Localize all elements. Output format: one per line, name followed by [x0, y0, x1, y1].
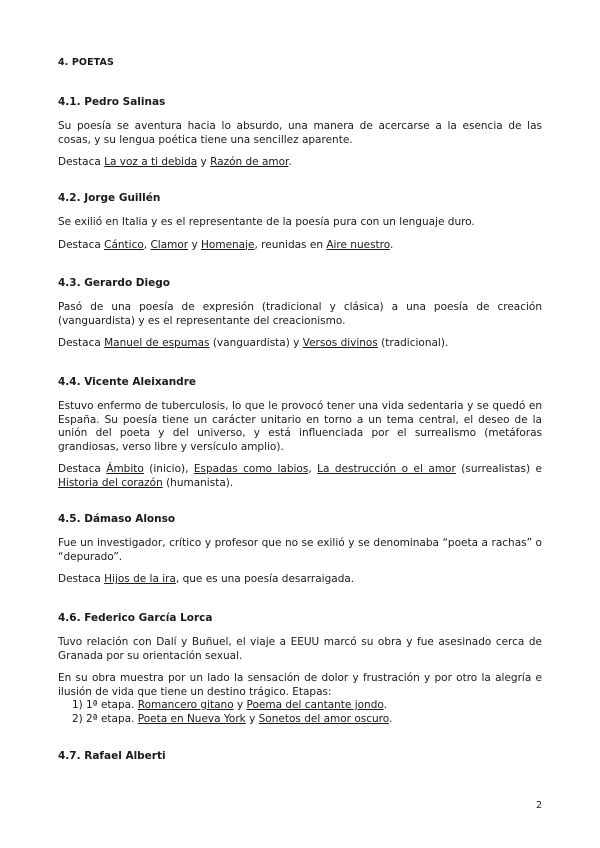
section-heading: 4.5. Dámaso Alonso	[58, 513, 176, 525]
work-title: Razón de amor	[210, 156, 289, 168]
section-body-2: En su obra muestra por un lado la sensación de dolor y frustración y por otro la alegría e ilusión de vida que tiene un destino trágico. Etapas:	[58, 672, 542, 698]
work-title: Poema del cantante jondo	[246, 699, 384, 711]
work-title: Cántico	[104, 238, 144, 251]
section-rafael-alberti	[58, 750, 542, 774]
section-body: Fue un investigador, crítico y profesor que no se exilió y se denominaba “poeta a rachas” o “depurado”.	[58, 537, 542, 563]
work-title: Historia del corazón	[58, 476, 163, 489]
chapter-title: 4. POETAS	[58, 57, 114, 68]
section-body: Pasó de una poesía de expresión (tradicional y clásica) a una poesía de creación (vanguardista) y es el representante del creacionismo.	[58, 301, 542, 327]
section-body: Estuvo enfermo de tuberculosis, lo que le provocó tener una vida sedentaria y se quedó en España. Su poesía tiene un carácter unitario en torno a un tema central, el deseo de la unión del poeta y del universo, y está influenciada por el surrealismo (metáforas grandiosas, verso libre y versículo amplio).	[58, 400, 542, 453]
section-body: Tuvo relación con Dalí y Buñuel, el viaje a EEUU marcó su obra y fue asesinado cerca de Granada por su orientación sexual.	[58, 636, 542, 662]
work-title: Romancero gitano	[137, 699, 234, 711]
section-works: Destaca Manuel de espumas (vanguardista) y Versos divinos (tradicional).	[58, 337, 449, 349]
page-number: 2	[535, 800, 542, 811]
section-vicente-aleixandre	[58, 376, 542, 499]
section-damaso-alonso	[58, 513, 542, 596]
work-title: Sonetos del amor oscuro	[258, 712, 389, 725]
section-heading: 4.1. Pedro Salinas	[58, 96, 166, 108]
section-works: Destaca Ámbito (inicio), Espadas como labios, La destrucción o el amor (surrealistas) e Historia del corazón (humanista).	[58, 463, 542, 489]
section-heading: 4.3. Gerardo Diego	[58, 277, 170, 289]
work-title: Espadas como labios	[193, 463, 309, 475]
section-gerardo-diego	[58, 277, 542, 360]
work-title: Ámbito	[106, 463, 144, 475]
section-works: Destaca Hijos de la ira, que es una poesía desarraigada.	[58, 573, 355, 585]
list-item: 2) 2ª etapa. Poeta en Nueva York y Sonetos del amor oscuro.	[72, 712, 393, 725]
section-heading: 4.7. Rafael Alberti	[58, 750, 166, 762]
section-heading: 4.6. Federico García Lorca	[58, 612, 213, 624]
section-body: Se exilió en Italia y es el representante de la poesía pura con un lenguaje duro.	[58, 216, 475, 228]
work-title: Poeta en Nueva York	[137, 712, 246, 725]
work-title: Aire nuestro	[326, 238, 390, 251]
work-title: Clamor	[150, 238, 189, 251]
stages-list	[58, 699, 542, 726]
work-title: Hijos de la ira	[104, 573, 176, 585]
work-title: Manuel de espumas	[104, 337, 210, 349]
section-works: Destaca Cántico, Clamor y Homenaje, reunidas en Aire nuestro.	[58, 238, 394, 251]
list-item: 1) 1ª etapa. Romancero gitano y Poema del cantante jondo.	[72, 699, 387, 711]
section-heading: 4.2. Jorge Guillén	[58, 192, 161, 204]
section-body: Su poesía se aventura hacia lo absurdo, una manera de acercarse a la esencia de las cosas, y su lengua poética tiene una sencillez aparente.	[58, 120, 542, 146]
section-works: Destaca La voz a ti debida y Razón de amor.	[58, 156, 292, 168]
section-heading: 4.4. Vicente Aleixandre	[58, 376, 196, 388]
section-jorge-guillen	[58, 192, 542, 261]
section-pedro-salinas	[58, 96, 542, 179]
work-title: La destrucción o el amor	[317, 463, 456, 475]
section-garcia-lorca	[58, 612, 542, 726]
work-title: Homenaje	[201, 238, 255, 251]
work-title: La voz a ti debida	[104, 156, 198, 168]
work-title: Versos divinos	[302, 337, 378, 349]
